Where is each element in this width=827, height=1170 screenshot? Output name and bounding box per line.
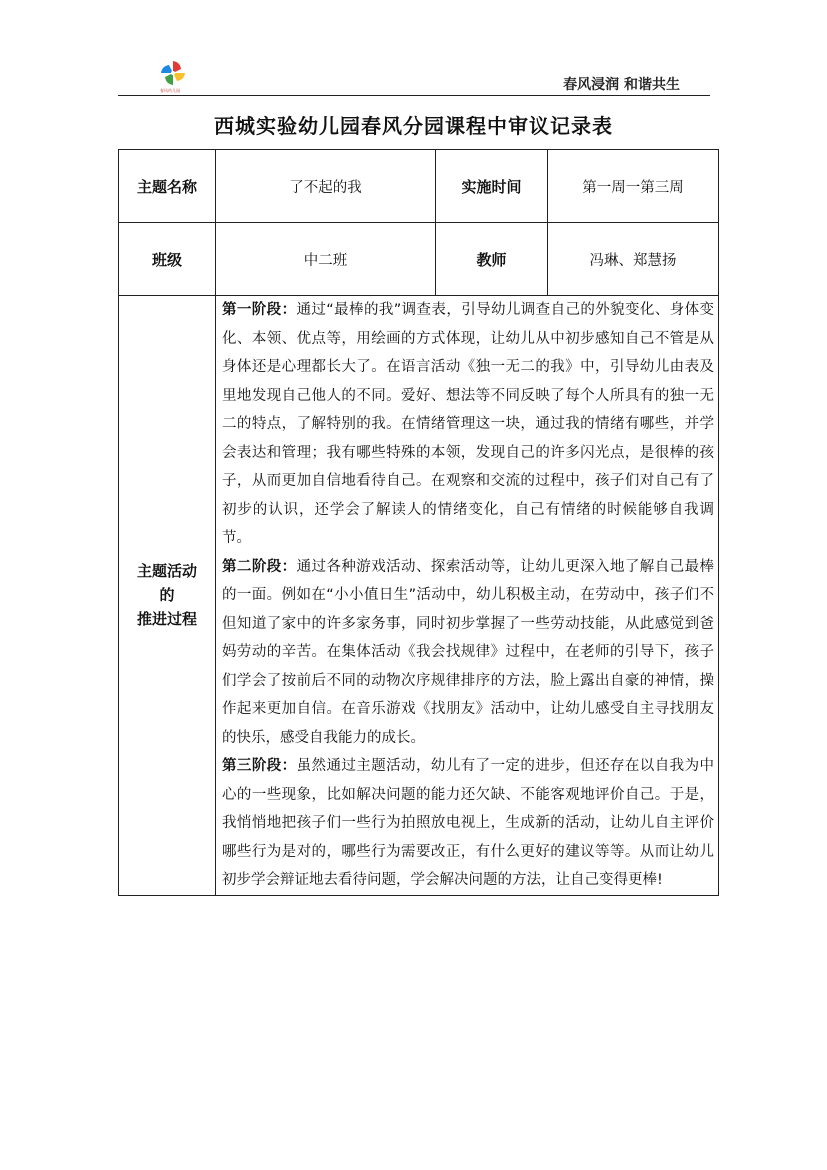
process-description bbox=[216, 296, 719, 896]
process-label bbox=[119, 296, 216, 896]
stage-heading: 第二阶段： bbox=[222, 558, 297, 575]
class-value: 中二班 bbox=[216, 223, 436, 296]
process-label-line: 主题活动 bbox=[136, 562, 197, 581]
table-row bbox=[119, 223, 719, 296]
stage-text: 通过“最棒的我”调查表，引导幼儿调查自己的外貌变化、身体变化、本领、优点等，用绘画的方式体现，让幼儿从中初步感知自己不管是从身体还是心理都长大了。在语言活动《独一无二的我》中，引导幼儿由表及里地发现自己他人的不同。爱好、想法等不同反映了每个人所具有的独一无二的特点，了解特别的我。在情绪管理这一块，通过我的情绪有哪些，并学会表达和管理；我有哪些特殊的本领，发现自己的许多闪光点，是很棒的孩子，从而更加自信地看待自己。在观察和交流的过程中，孩子们对自己有了初步的认识，还学会了解读人的情绪变化，自己有情绪的时候能够自我调节。 bbox=[222, 302, 714, 546]
stage-text: 虽然通过主题活动，幼儿有了一定的进步，但还存在以自我为中心的一些现象，比如解决问题的能力还欠缺、不能客观地评价自己。于是，我悄悄地把孩子们一些行为拍照放电视上，生成新的活动，让幼儿自主评价哪些行为是对的，哪些行为需要改正，有什么更好的建议等等。从而让幼儿初步学会辩证地去看待问题，学会解决问题的方法，让自己变得更棒! bbox=[222, 758, 714, 888]
stage-heading: 第三阶段： bbox=[222, 758, 297, 774]
header-divider bbox=[118, 95, 710, 96]
stage-paragraph bbox=[222, 553, 714, 753]
teacher-label: 教师 bbox=[436, 223, 548, 296]
implementation-time-value: 第一周一第三周 bbox=[548, 150, 719, 223]
stage-heading: 第一阶段： bbox=[222, 302, 297, 318]
table-row bbox=[119, 150, 719, 223]
table-row bbox=[119, 296, 719, 896]
page-title: 西城实验幼儿园春风分园课程中审议记录表 bbox=[214, 114, 613, 138]
theme-name-label: 主题名称 bbox=[119, 150, 216, 223]
theme-name-value: 了不起的我 bbox=[216, 150, 436, 223]
process-label-line: 的 bbox=[159, 586, 175, 605]
stage-paragraph bbox=[222, 296, 714, 553]
logo-caption: 春风幼儿园 bbox=[160, 88, 180, 93]
class-label: 班级 bbox=[119, 223, 216, 296]
process-label-line: 推进过程 bbox=[136, 610, 197, 629]
implementation-time-label: 实施时间 bbox=[436, 150, 548, 223]
teacher-value: 冯琳、郑慧扬 bbox=[548, 223, 719, 296]
stage-paragraph bbox=[222, 752, 714, 895]
kindergarten-logo-pinwheel-icon bbox=[158, 58, 188, 90]
stage-text: 通过各种游戏活动、探索活动等，让幼儿更深入地了解自己最棒的一面。例如在“小小值日生”活动中，幼儿积极主动，在劳动中，孩子们不但知道了家中的许多家务事，同时初步掌握了一些劳动技能，从此感觉到爸妈劳动的辛苦。在集体活动《我会找规律》过程中，在老师的引导下，孩子们学会了按前后不同的动物次序规律排序的方法，脸上露出自豪的神情，操作起来更加自信。在音乐游戏《找朋友》活动中，让幼儿感受自主寻找朋友的快乐，感受自我能力的成长。 bbox=[222, 558, 714, 746]
header-motto: 春风浸润 和谐共生 bbox=[563, 77, 680, 93]
review-record-table bbox=[118, 149, 719, 896]
